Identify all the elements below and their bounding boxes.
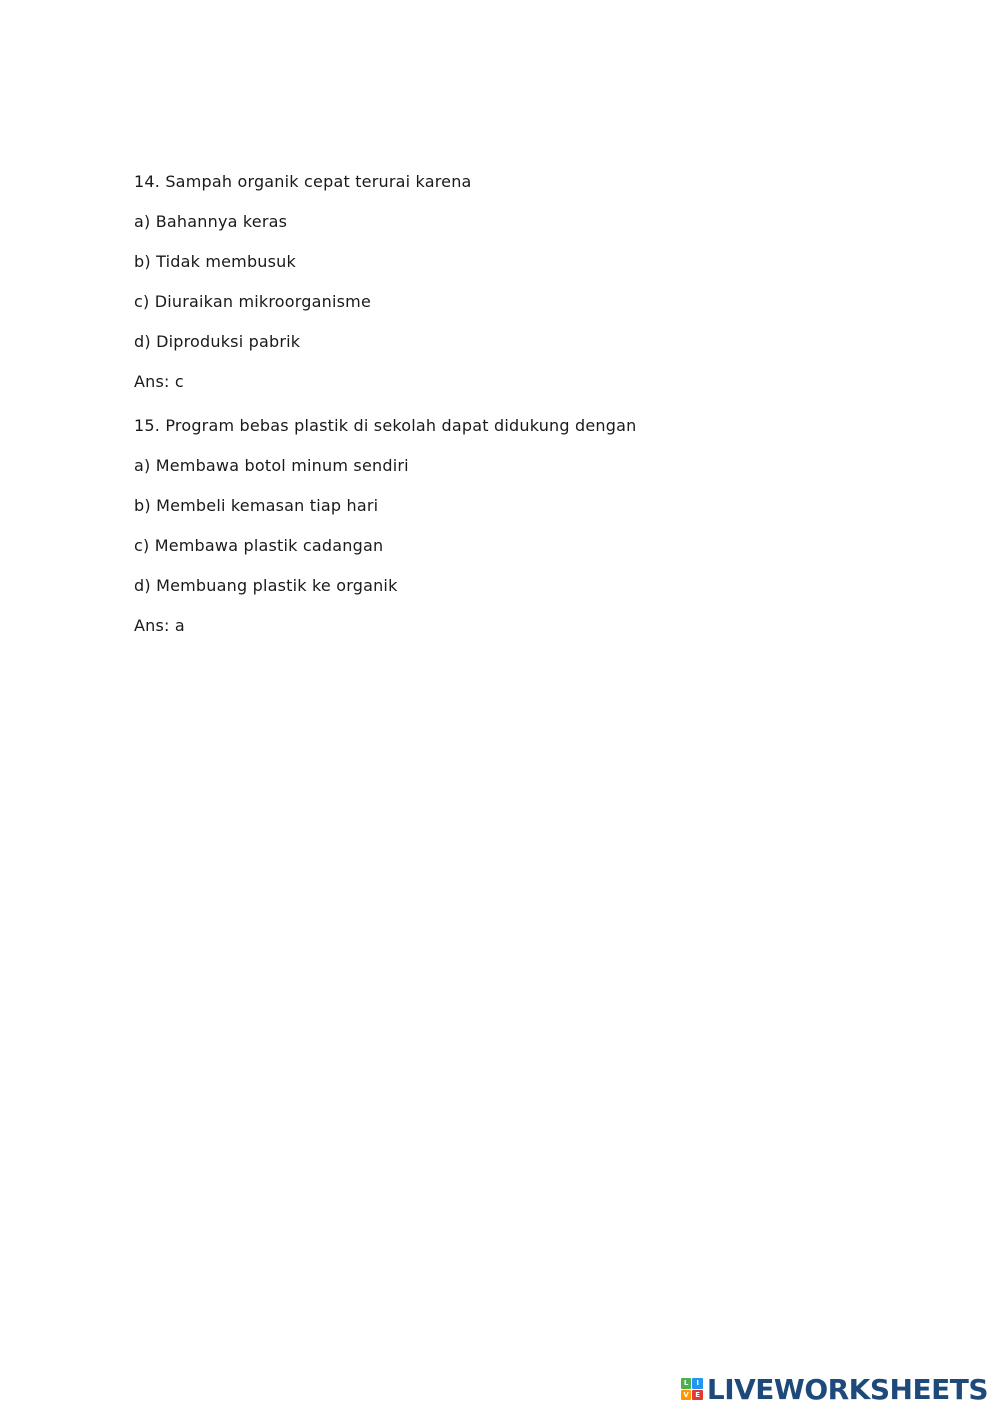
option-b: b) Tidak membusuk [134, 252, 296, 271]
logo-mark-cell: L [681, 1378, 692, 1389]
question-15 [134, 414, 894, 638]
option-a: a) Bahannya keras [134, 212, 288, 231]
option-a: a) Membawa botol minum sendiri [134, 456, 409, 475]
option-d: d) Membuang plastik ke organik [134, 576, 398, 595]
logo-mark-cell: E [692, 1390, 703, 1401]
question-stem: 14. Sampah organik cepat terurai karena [134, 172, 472, 191]
logo-mark-cell: I [692, 1378, 703, 1389]
logo-wordmark: LIVEWORKSHEETS [706, 1372, 988, 1406]
answer-key: Ans: a [134, 616, 185, 635]
answer-key: Ans: c [134, 372, 184, 391]
option-b: b) Membeli kemasan tiap hari [134, 496, 379, 515]
liveworksheets-logo [681, 1374, 988, 1404]
question-14 [134, 170, 894, 394]
logo-mark-icon [681, 1378, 703, 1400]
logo-mark-cell: V [681, 1390, 692, 1401]
question-stem: 15. Program bebas plastik di sekolah dapat didukung dengan [134, 416, 637, 435]
option-c: c) Membawa plastik cadangan [134, 536, 384, 555]
option-c: c) Diuraikan mikroorganisme [134, 292, 371, 311]
worksheet-content [134, 170, 894, 654]
option-d: d) Diproduksi pabrik [134, 332, 301, 351]
